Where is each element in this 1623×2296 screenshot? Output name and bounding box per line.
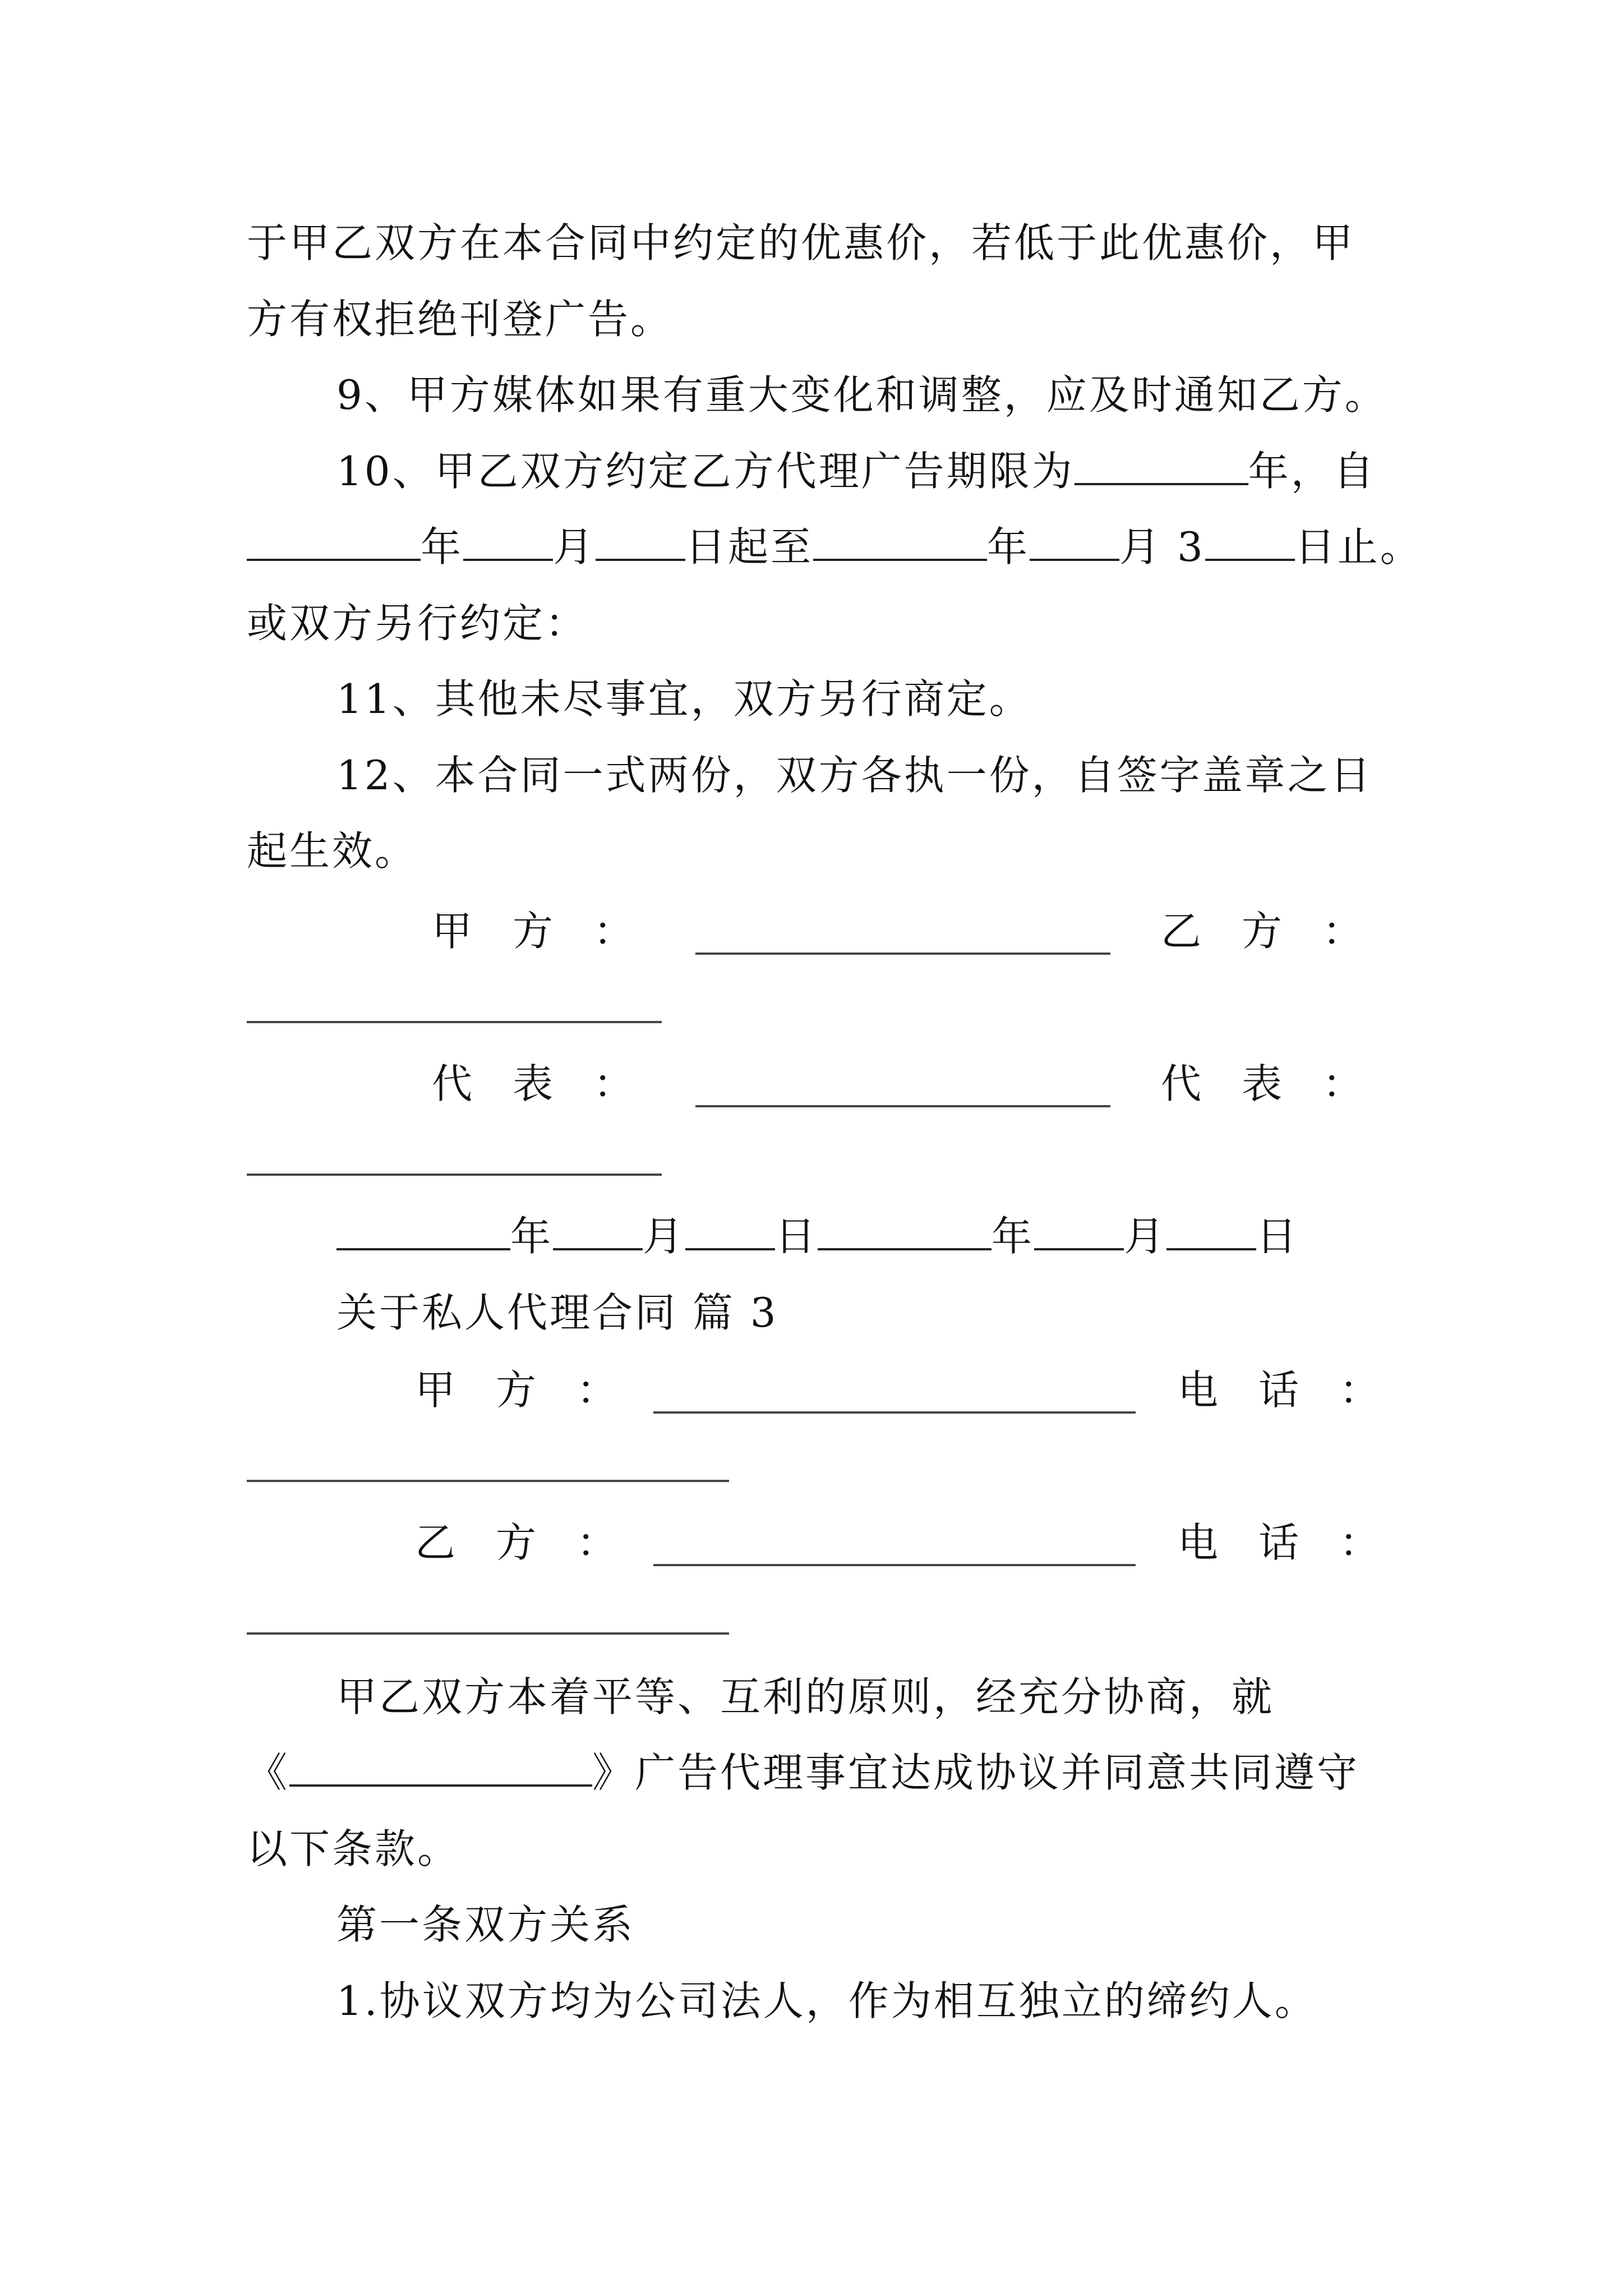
clause-12: 12、本合同一式两份，双方各执一份，自签字盖章之日 (336, 752, 1373, 799)
text-line-2: 方有权拒绝刊登广告。 (247, 296, 674, 343)
blank-sign-a-month[interactable] (553, 1209, 643, 1250)
party-a-line[interactable] (695, 953, 1110, 955)
body-paragraph-2 (247, 1745, 1359, 1801)
phone-b-label: 电 话 ： (1178, 1519, 1380, 1566)
rep-b-line[interactable] (247, 1174, 662, 1176)
party-b-phone-row (247, 1515, 1380, 1571)
label-start-to: 日起至 (685, 523, 814, 570)
party-a-phone-row (247, 1362, 1380, 1418)
signature-rep-row (247, 1056, 1374, 1112)
label-day: 日 (775, 1213, 818, 1260)
blank-start-month[interactable] (463, 519, 553, 561)
blank-start-day[interactable] (596, 519, 685, 561)
clause-11: 11、其他未尽事宜，双方另行商定。 (336, 675, 1032, 723)
clause-10-dates (247, 519, 1423, 575)
clause-10-text: 10、甲乙双方约定乙方代理广告期限为 (336, 448, 1075, 495)
blank-end-day[interactable] (1205, 519, 1295, 561)
text-line-1: 于甲乙双方在本合同中约定的优惠价，若低于此优惠价，甲 (247, 219, 1355, 266)
section-title: 关于私人代理合同 篇 3 (336, 1289, 778, 1336)
body-paragraph-1: 甲乙双方本着平等、互利的原则，经充分协商，就 (336, 1673, 1275, 1720)
blank-publication-name[interactable] (289, 1745, 592, 1787)
phone-b-line[interactable] (247, 1632, 729, 1635)
blank-sign-b-day[interactable] (1166, 1209, 1256, 1250)
label-month: 月 (643, 1213, 686, 1260)
label-year: 年 (992, 1213, 1035, 1260)
phone-a-label: 电 话 ： (1178, 1366, 1380, 1414)
party-b-label-2: 乙 方 ： (415, 1519, 617, 1566)
label-month: 月 (553, 523, 596, 570)
party-b-line[interactable] (247, 1021, 662, 1023)
label-year: 年 (510, 1213, 554, 1260)
party-a-label: 甲 方 ： (432, 908, 634, 955)
article-1-item-1: 1.协议双方均为公司法人，作为相互独立的缔约人。 (336, 1977, 1317, 2024)
party-a-label-2: 甲 方 ： (415, 1366, 617, 1414)
signature-party-row (247, 903, 1374, 959)
rep-a-line[interactable] (695, 1105, 1110, 1107)
label-year: 年 (421, 523, 464, 570)
blank-sign-b-year[interactable] (818, 1209, 992, 1250)
label-month: 月 3 (1119, 523, 1205, 570)
clause-12-cont: 起生效。 (247, 827, 418, 875)
open-bracket: 《 (247, 1749, 290, 1796)
party-b-label: 乙 方 ： (1161, 908, 1363, 955)
blank-end-year[interactable] (813, 519, 987, 561)
article-1-title: 第一条双方关系 (336, 1901, 635, 1948)
label-end: 日止。 (1294, 523, 1423, 570)
body-paragraph-2-text: 》广告代理事宜达成协议并同意共同遵守 (592, 1749, 1360, 1796)
party-a-line-2[interactable] (653, 1411, 1136, 1414)
rep-a-label: 代 表 ： (432, 1060, 634, 1107)
label-day: 日 (1256, 1213, 1299, 1260)
clause-10-from: 年，自 (1248, 448, 1376, 495)
label-month: 月 (1124, 1213, 1167, 1260)
blank-term-years[interactable] (1075, 444, 1248, 485)
label-year: 年 (987, 523, 1030, 570)
phone-a-line[interactable] (247, 1480, 729, 1482)
clause-10 (336, 443, 1376, 499)
blank-sign-a-year[interactable] (336, 1209, 510, 1250)
body-paragraph-3: 以下条款。 (247, 1825, 460, 1872)
clause-9: 9、甲方媒体如果有重大变化和调整，应及时通知乙方。 (336, 371, 1387, 418)
blank-sign-b-month[interactable] (1034, 1209, 1124, 1250)
blank-start-year[interactable] (247, 519, 421, 561)
text-line-other: 或双方另行约定： (247, 600, 588, 647)
blank-end-month[interactable] (1030, 519, 1119, 561)
rep-b-label: 代 表 ： (1161, 1060, 1363, 1107)
signature-dates (336, 1208, 1299, 1264)
blank-sign-a-day[interactable] (685, 1209, 775, 1250)
party-b-line-2[interactable] (653, 1564, 1136, 1566)
